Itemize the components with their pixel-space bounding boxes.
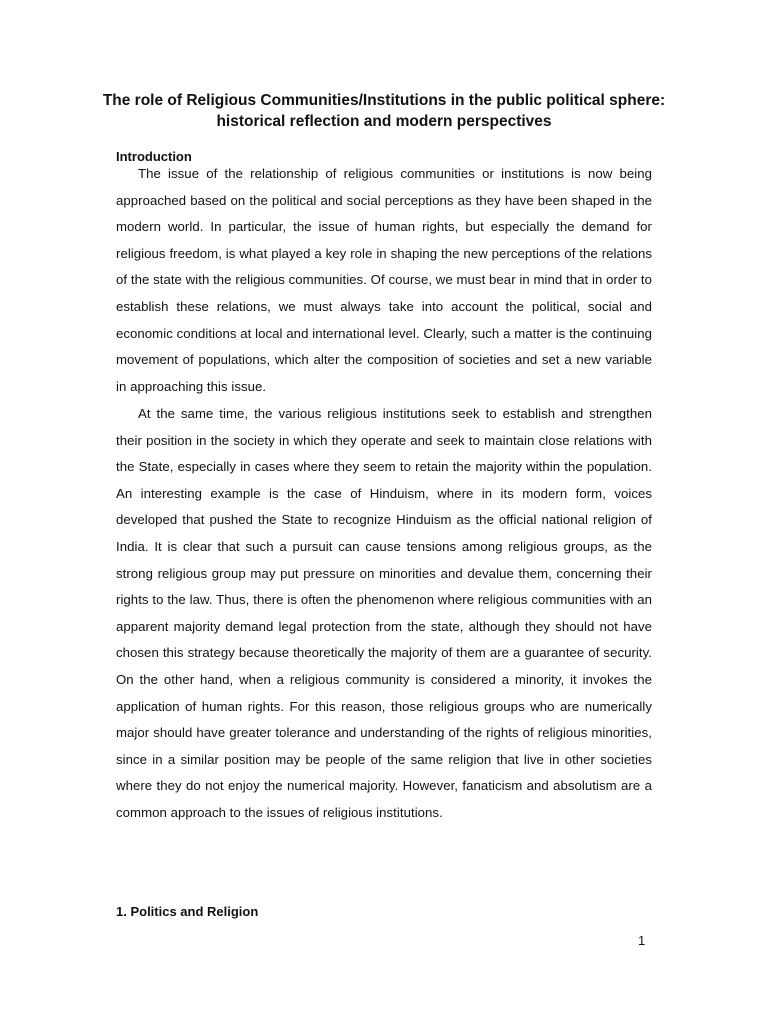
page-number: 1 xyxy=(638,933,646,948)
section-heading-politics-and-religion: 1. Politics and Religion xyxy=(116,904,259,919)
document-title: The role of Religious Communities/Institutions in the public political sphere: historical reflection and modern perspectives xyxy=(102,92,666,130)
paragraph-1: The issue of the relationship of religious communities or institutions is now being approached based on the political and social perceptions as they have been shaped in the modern world. In particular, the issue of human rights, but especially the demand for religious freedom, is what played a key role in shaping the new perceptions of the relations of the state with the religious communities. Of course, we must bear in mind that in order to establish these relations, we must always take into account the political, social and economic conditions at local and international level. Clearly, such a matter is the continuing movement of populations, which alter the composition of societies and set a new variable in approaching this issue. xyxy=(116,166,652,394)
paragraph-2: At the same time, the various religious institutions seek to establish and strengthen their position in the society in which they operate and seek to maintain close relations with the State, especially in cases where they seem to retain the majority within the population. An interesting example is the case of Hinduism, where in its modern form, voices developed that pushed the State to recognize Hinduism as the official national religion of India. It is clear that such a pursuit can cause tensions among religious groups, as the strong religious group may put pressure on minorities and devalue them, concerning their rights to the law. Thus, there is often the phenomenon where religious communities with an apparent majority demand legal protection from the state, although they should not have chosen this strategy because theoretically the majority of them are a guarantee of security. On the other hand, when a religious community is considered a minority, it invokes the application of human rights. For this reason, those religious groups who are numerically major should have greater tolerance and understanding of the rights of religious minorities, since in a similar position may be people of the same religion that live in other societies where they do not enjoy the numerical majority. However, fanaticism and absolutism are a common approach to the issues of religious institutions. xyxy=(116,406,652,820)
introduction-heading: Introduction xyxy=(116,149,192,164)
